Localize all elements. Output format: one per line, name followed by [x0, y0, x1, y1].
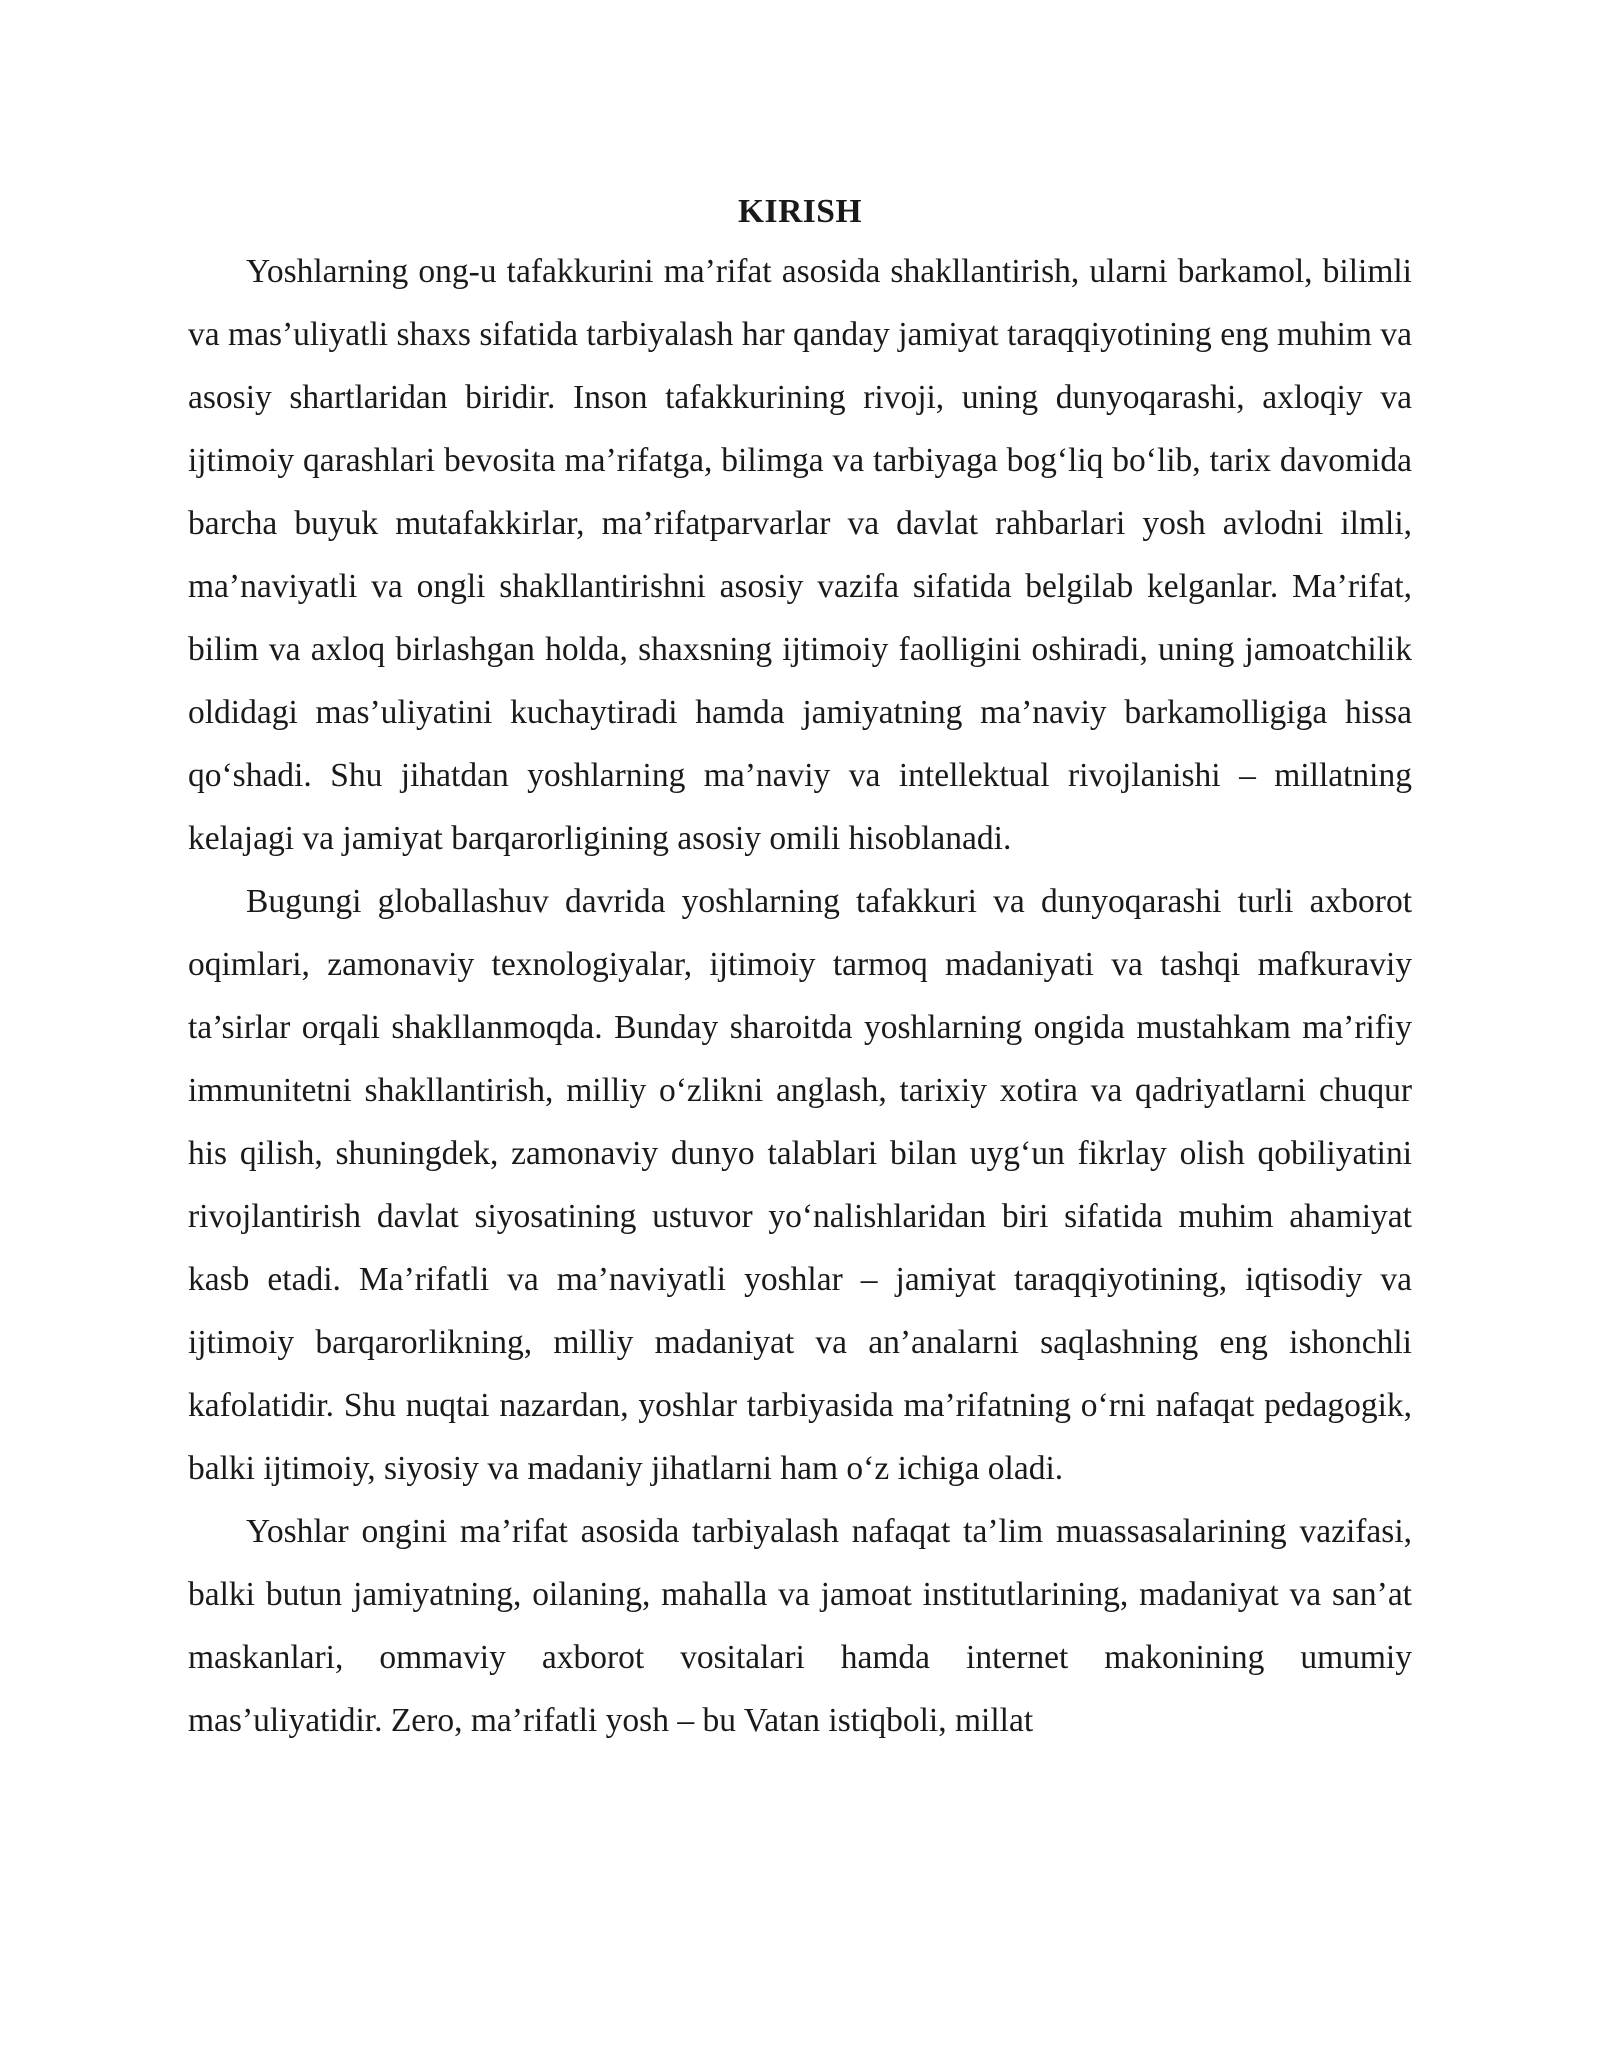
document-body — [188, 184, 1412, 1752]
section-heading: KIRISH — [737, 193, 862, 230]
paragraph-2: Bugungi globallashuv davrida yoshlarning tafakkuri va dunyoqarashi turli axborot oqimlari, zamonaviy texnologiyalar, ijtimoiy tarmoq madaniyati va tashqi mafkuraviy ta’sirlar orqali shakllanmoqda. Bunday sharoitda yoshlarning ongida mustahkam ma’rifiy immunitetni shakllantirish, milliy o‘zlikni anglash, tarixiy xotira va qadriyatlarni chuqur his qilish, shuningdek, zamonaviy dunyo talablari bilan uyg‘un fikrlay olish qobiliyatini rivojlantirish davlat siyosatining ustuvor yo‘nalishlaridan biri sifatida muhim ahamiyat kasb etadi. Ma’rifatli va ma’naviyatli yoshlar – jamiyat taraqqiyotining, iqtisodiy va ijtimoiy barqarorlikning, milliy madaniyat va an’analarni saqlashning eng ishonchli kafolatidir. Shu nuqtai nazardan, yoshlar tarbiyasida ma’rifatning o‘rni nafaqat pedagogik, balki ijtimoiy, siyosiy va madaniy jihatlarni ham o‘z ichiga oladi. — [188, 883, 1412, 1487]
paragraph-3: Yoshlar ongini ma’rifat asosida tarbiyalash nafaqat ta’lim muassasalarining vazifasi, balki butun jamiyatning, oilaning, mahalla va jamoat institutlarining, madaniyat va san’at maskanlari, ommaviy axborot vositalari hamda internet makonining umumiy mas’uliyatidir. Zero, ma’rifatli yosh – bu Vatan istiqboli, millat — [188, 1513, 1412, 1739]
paragraph-1: Yoshlarning ong-u tafakkurini ma’rifat asosida shakllantirish, ularni barkamol, bilimli va mas’uliyatli shaxs sifatida tarbiyalash har qanday jamiyat taraqqiyotining eng muhim va asosiy shartlaridan biridir. Inson tafakkurining rivoji, uning dunyoqarashi, axloqiy va ijtimoiy qarashlari bevosita ma’rifatga, bilimga va tarbiyaga bog‘liq bo‘lib, tarix davomida barcha buyuk mutafakkirlar, ma’rifatparvarlar va davlat rahbarlari yosh avlodni ilmli, ma’naviyatli va ongli shakllantirishni asosiy vazifa sifatida belgilab kelganlar. Ma’rifat, bilim va axloq birlashgan holda, shaxsning ijtimoiy faolligini oshiradi, uning jamoatchilik oldidagi mas’uliyatini kuchaytiradi hamda jamiyatning ma’naviy barkamolligiga hissa qo‘shadi. Shu jihatdan yoshlarning ma’naviy va intellektual rivojlanishi – millatning kelajagi va jamiyat barqarorligining asosiy omili hisoblanadi. — [188, 253, 1412, 857]
